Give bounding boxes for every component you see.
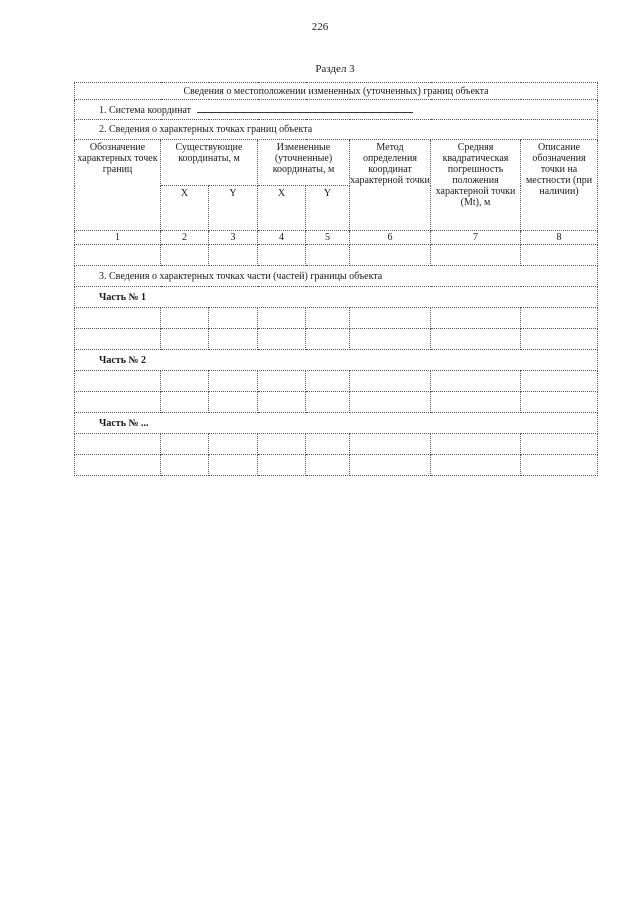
data-cell[interactable] [306, 434, 350, 455]
data-cell[interactable] [521, 434, 598, 455]
data-cell[interactable] [350, 434, 431, 455]
data-cell[interactable] [75, 392, 161, 413]
header-changed-y: Y [306, 186, 350, 231]
data-cell[interactable] [521, 308, 598, 329]
data-cell[interactable] [431, 245, 521, 266]
data-cell[interactable] [161, 392, 209, 413]
table-row [75, 434, 598, 455]
header-changed-coordinates: Измененные (уточненные) координаты, м [258, 140, 350, 186]
column-number: 5 [306, 231, 350, 245]
data-cell[interactable] [209, 392, 258, 413]
subsection-3-row [75, 266, 598, 287]
coordinate-system-label: 1. Система координат [99, 105, 192, 116]
data-cell[interactable] [258, 329, 306, 350]
data-cell[interactable] [350, 308, 431, 329]
data-cell[interactable] [209, 455, 258, 476]
data-cell[interactable] [350, 371, 431, 392]
data-cell[interactable] [161, 329, 209, 350]
data-cell[interactable] [521, 329, 598, 350]
column-number: 3 [209, 231, 258, 245]
column-number: 8 [521, 231, 598, 245]
table-row [75, 308, 598, 329]
data-cell[interactable] [209, 245, 258, 266]
column-number: 1 [75, 231, 161, 245]
column-number: 7 [431, 231, 521, 245]
part-row [75, 413, 598, 434]
header-existing-x: X [161, 186, 209, 231]
header-changed-x: X [258, 186, 306, 231]
data-cell[interactable] [306, 329, 350, 350]
part-1-label: Часть № 1 [75, 287, 598, 308]
data-cell[interactable] [306, 392, 350, 413]
column-number: 2 [161, 231, 209, 245]
data-cell[interactable] [75, 329, 161, 350]
header-existing-coordinates: Существующие координаты, м [161, 140, 258, 186]
table-title: Сведения о местоположении измененных (уточненных) границ объекта [75, 83, 598, 100]
data-cell[interactable] [521, 371, 598, 392]
data-cell[interactable] [75, 371, 161, 392]
part-n-label: Часть № ... [75, 413, 598, 434]
header-point-description: Описание обозначения точки на местности (при наличии) [521, 140, 598, 231]
data-cell[interactable] [161, 308, 209, 329]
data-cell[interactable] [431, 455, 521, 476]
data-cell[interactable] [75, 455, 161, 476]
data-cell[interactable] [258, 455, 306, 476]
column-numbers-row [75, 231, 598, 245]
column-number: 6 [350, 231, 431, 245]
table-row [75, 329, 598, 350]
header-method: Метод определения координат характерной точки [350, 140, 431, 231]
data-cell[interactable] [306, 308, 350, 329]
data-cell[interactable] [306, 455, 350, 476]
data-cell[interactable] [209, 308, 258, 329]
data-cell[interactable] [431, 371, 521, 392]
data-cell[interactable] [161, 245, 209, 266]
column-number: 4 [258, 231, 306, 245]
data-cell[interactable] [258, 392, 306, 413]
data-cell[interactable] [161, 371, 209, 392]
data-cell[interactable] [161, 434, 209, 455]
header-designation: Обозначение характерных точек границ [75, 140, 161, 231]
header-existing-y: Y [209, 186, 258, 231]
table-row [75, 455, 598, 476]
header-mean-square-error: Средняя квадратическая погрешность положения характерной точки (Mt), м [431, 140, 521, 231]
table-row [75, 371, 598, 392]
subsection-2-row [75, 120, 598, 140]
data-cell[interactable] [209, 371, 258, 392]
data-cell[interactable] [350, 329, 431, 350]
data-cell[interactable] [350, 392, 431, 413]
data-cell[interactable] [521, 392, 598, 413]
data-cell[interactable] [209, 329, 258, 350]
boundary-points-form-table [74, 82, 598, 476]
data-cell[interactable] [431, 392, 521, 413]
data-cell[interactable] [306, 245, 350, 266]
data-cell[interactable] [521, 245, 598, 266]
data-cell[interactable] [258, 308, 306, 329]
data-cell[interactable] [431, 329, 521, 350]
part-row [75, 350, 598, 371]
subsection-3-title: 3. Сведения о характерных точках части (частей) границы объекта [75, 266, 598, 287]
data-cell[interactable] [306, 371, 350, 392]
part-row [75, 287, 598, 308]
data-cell[interactable] [521, 455, 598, 476]
data-cell[interactable] [75, 245, 161, 266]
coordinate-system-blank-line[interactable] [197, 103, 413, 113]
data-cell[interactable] [209, 434, 258, 455]
data-cell[interactable] [161, 455, 209, 476]
part-2-label: Часть № 2 [75, 350, 598, 371]
coordinate-system-row [75, 100, 598, 120]
data-cell[interactable] [258, 371, 306, 392]
table-row [75, 245, 598, 266]
page-number: 226 [311, 21, 329, 33]
data-cell[interactable] [431, 434, 521, 455]
data-cell[interactable] [350, 455, 431, 476]
data-cell[interactable] [258, 434, 306, 455]
data-cell[interactable] [75, 434, 161, 455]
data-cell[interactable] [350, 245, 431, 266]
section-title: Раздел 3 [315, 63, 355, 75]
data-cell[interactable] [258, 245, 306, 266]
header-row-1 [75, 140, 598, 186]
table-row [75, 392, 598, 413]
data-cell[interactable] [431, 308, 521, 329]
subsection-2-title: 2. Сведения о характерных точках границ объекта [75, 120, 598, 140]
data-cell[interactable] [75, 308, 161, 329]
table-title-row [75, 83, 598, 100]
